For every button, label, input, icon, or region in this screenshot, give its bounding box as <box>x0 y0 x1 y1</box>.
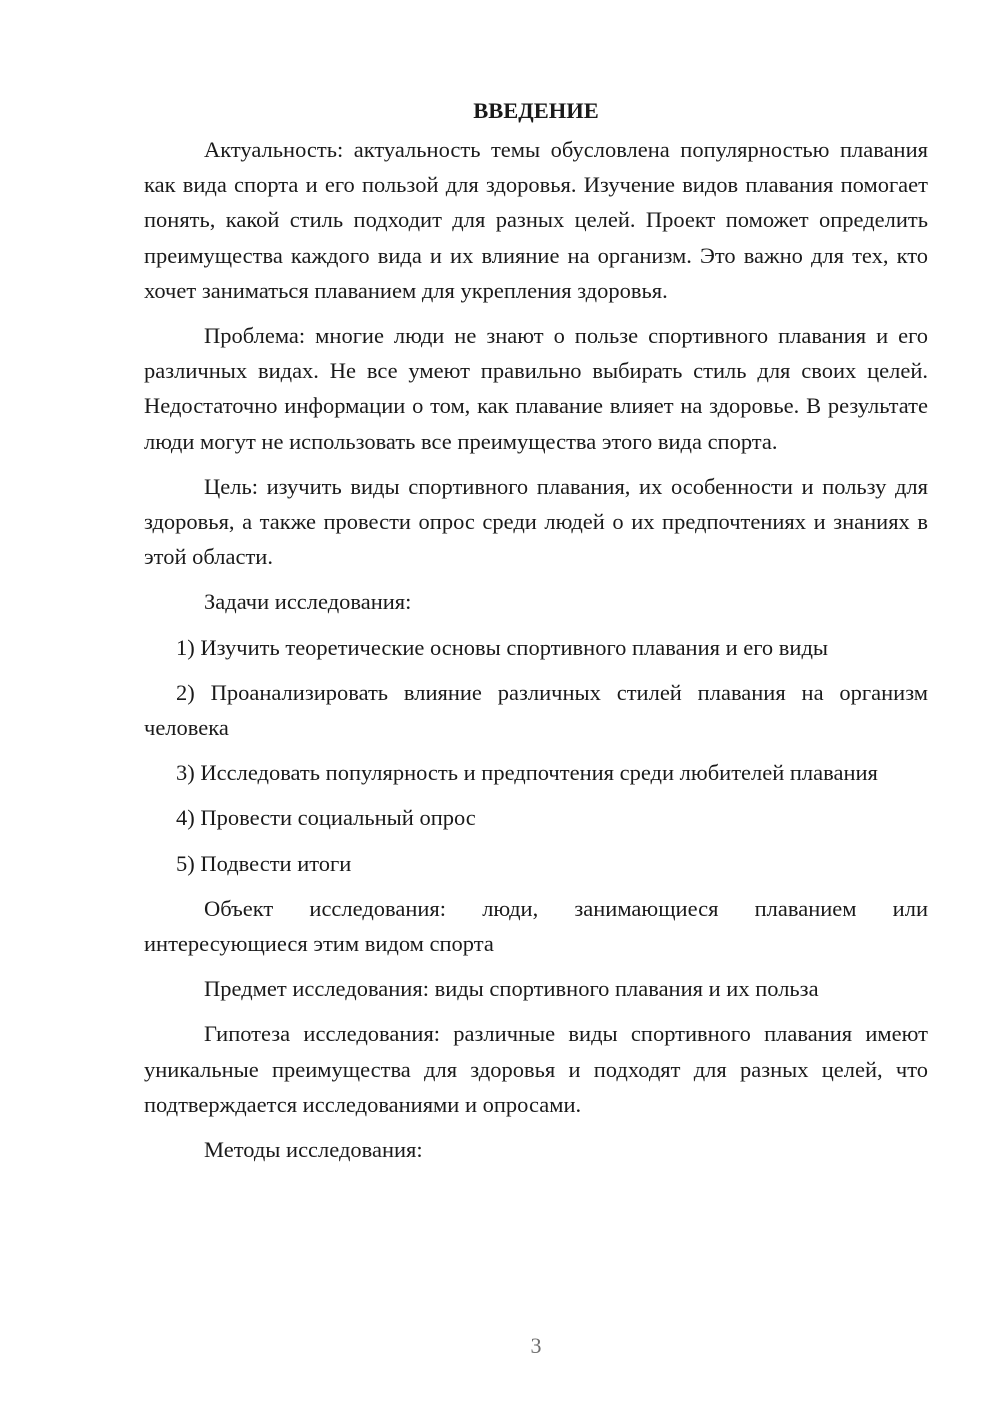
page-content <box>144 93 928 1167</box>
task-item-1: 1) Изучить теоретические основы спортивного плавания и его виды <box>176 634 829 660</box>
tasks-heading: Задачи исследования: <box>204 589 412 615</box>
goal-paragraph: Цель: изучить виды спортивного плавания, их особенности и пользу для здоровья, а также провести опрос среди людей о их предпочтениях и знаниях в этой области. <box>144 473 928 570</box>
relevance-paragraph: Актуальность: актуальность темы обусловлена популярностью плавания как вида спорта и его пользой для здоровья. Изучение видов плавания помогает понять, какой стиль подходит для разных целей. Проект поможет определить преимущества каждого вида и их влияние на организм. Это важно для тех, кто хочет заниматься плаванием для укрепления здоровья. <box>144 137 928 303</box>
subject-paragraph: Предмет исследования: виды спортивного плавания и их польза <box>204 976 819 1002</box>
page-number: 3 <box>530 1333 542 1358</box>
section-title: ВВЕДЕНИЕ <box>473 98 599 123</box>
hypothesis-paragraph: Гипотеза исследования: различные виды спортивного плавания имеют уникальные преимущества для здоровья и подходят для разных целей, что подтверждается исследованиями и опросами. <box>144 1021 928 1117</box>
object-paragraph: Объект исследования: люди, занимающиеся плаванием или интересующиеся этим видом спорта <box>144 895 928 957</box>
problem-paragraph: Проблема: многие люди не знают о пользе спортивного плавания и его различных видах. Не все умеют правильно выбирать стиль для своих целей. Недостаточно информации о том, как плавание влияет на здоровье. В результате люди могут не использовать все преимущества этого вида спорта. <box>144 323 928 454</box>
task-item-2: 2) Проанализировать влияние различных стилей плавания на организм человека <box>144 679 928 741</box>
methods-heading: Методы исследования: <box>204 1137 423 1163</box>
task-item-4: 4) Провести социальный опрос <box>176 805 476 831</box>
task-item-5: 5) Подвести итоги <box>176 850 352 876</box>
task-item-3: 3) Исследовать популярность и предпочтения среди любителей плавания <box>176 760 878 786</box>
